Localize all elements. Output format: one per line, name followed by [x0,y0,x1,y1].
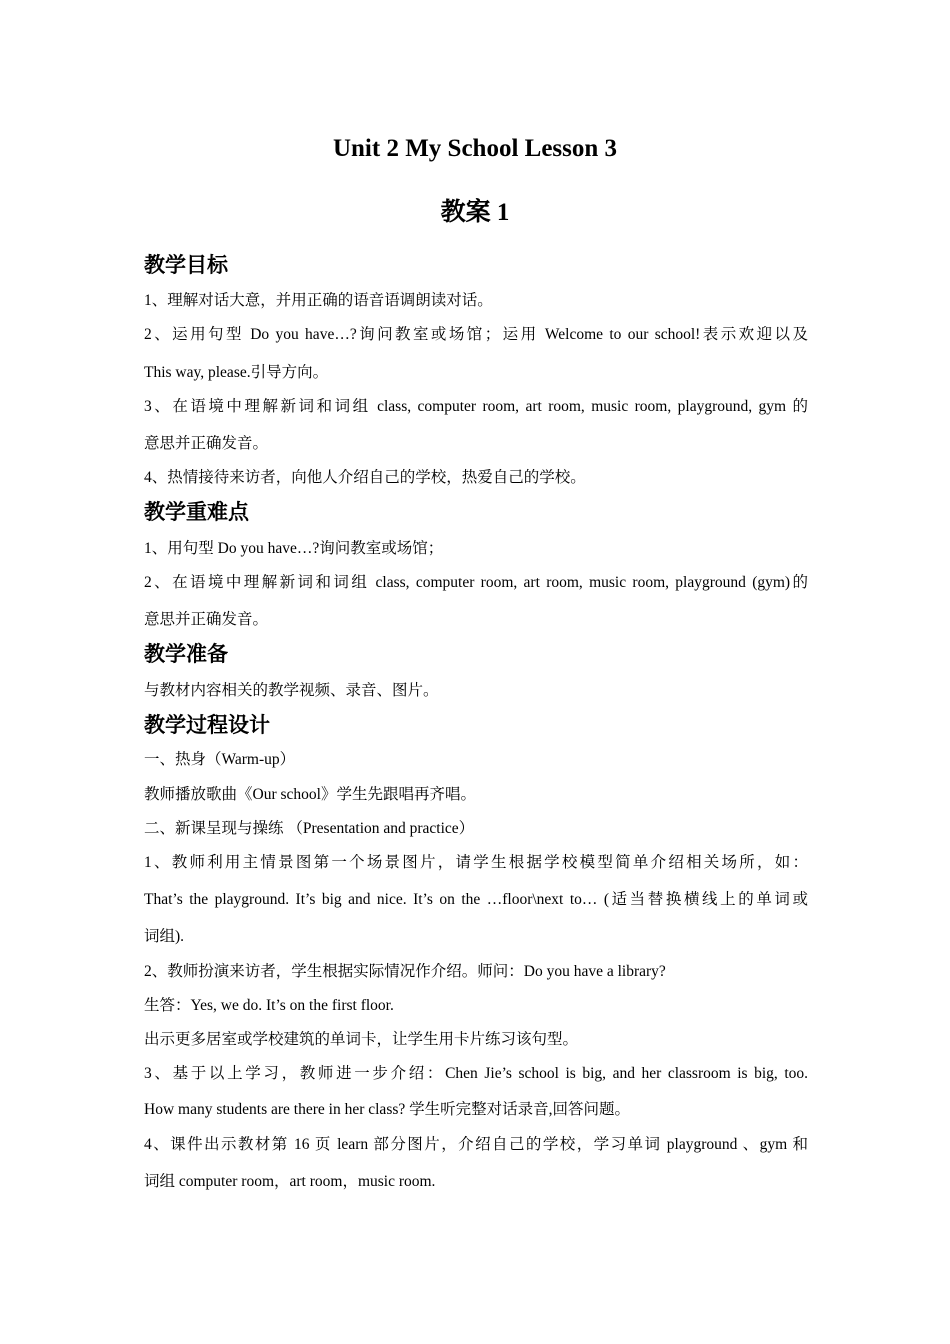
section-heading-process: 教学过程设计 [144,713,270,737]
section-heading-objectives: 教学目标 [144,253,228,277]
paragraph-line: 教师播放歌曲《Our school》学生先跟唱再齐唱。 [144,786,476,803]
paragraph-line: 意思并正确发音。 [144,611,269,628]
paragraph-line: 二、新课呈现与操练 （Presentation and practice） [144,820,475,837]
paragraph-line: 2、在语境中理解新词和词组 class, computer room, art room, music room, playground (gym)的 [144,574,808,591]
paragraph-line: 生答：Yes, we do. It’s on the first floor. [144,997,394,1014]
paragraph-line: 3、在语境中理解新词和词组 class, computer room, art room, music room, playground, gym 的 [144,398,808,415]
paragraph-line: 1、理解对话大意，并用正确的语音语调朗读对话。 [144,292,493,309]
paragraph-line: That’s the playground. It’s big and nice. It’s on the …floor\next to… (适当替换横线上的单词或 [144,891,808,908]
paragraph-line: 3、基于以上学习，教师进一步介绍：Chen Jie’s school is big, and her classroom is big, too. [144,1065,808,1082]
paragraph-line: 一、热身（Warm-up） [144,751,296,768]
section-heading-preparation: 教学准备 [144,642,228,666]
paragraph-line: This way, please.引导方向。 [144,364,329,381]
paragraph-line: 2、教师扮演来访者，学生根据实际情况作介绍。师问：Do you have a library? [144,963,666,980]
document-title: Unit 2 My School Lesson 3 [332,135,618,162]
paragraph-line: 1、用句型 Do you have…?询问教室或场馆； [144,540,444,557]
paragraph-line: 词组). [144,928,185,945]
paragraph-line: 2、运用句型 Do you have…?询问教室或场馆；运用 Welcome to our school!表示欢迎以及 [144,326,808,343]
document-subtitle: 教案 1 [440,199,510,226]
paragraph-line: 4、课件出示教材第 16 页 learn 部分图片，介绍自己的学校，学习单词 playground 、gym 和 [144,1136,808,1153]
paragraph-line: How many students are there in her class? 学生听完整对话录音,回答问题。 [144,1101,631,1118]
paragraph-line: 意思并正确发音。 [144,435,269,452]
paragraph-line: 词组 computer room，art room，music room. [144,1173,436,1190]
paragraph-line: 1、教师利用主情景图第一个场景图片，请学生根据学校模型简单介绍相关场所，如： [144,854,808,871]
section-heading-key-points: 教学重难点 [144,500,249,524]
paragraph-line: 与教材内容相关的教学视频、录音、图片。 [144,682,439,699]
paragraph-line: 出示更多居室或学校建筑的单词卡，让学生用卡片练习该句型。 [144,1031,579,1048]
paragraph-line: 4、热情接待来访者，向他人介绍自己的学校，热爱自己的学校。 [144,469,586,486]
